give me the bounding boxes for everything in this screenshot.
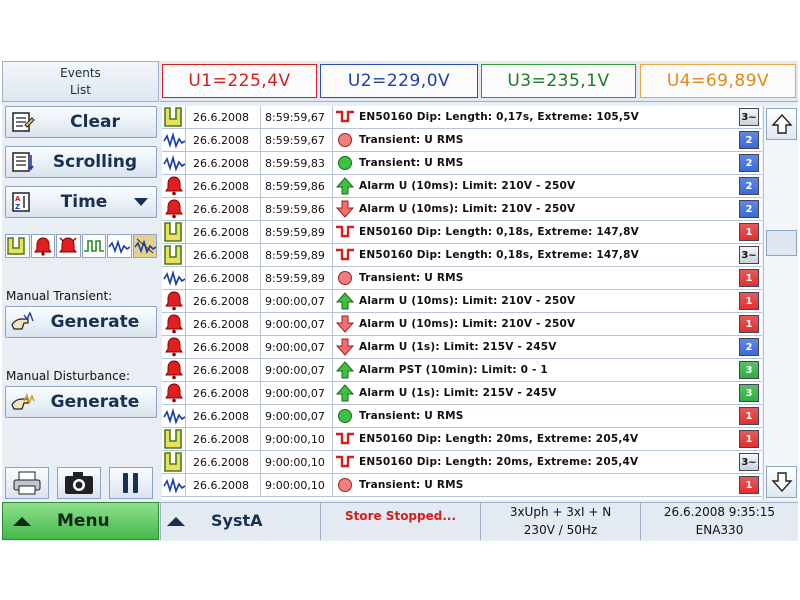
phase-number: 2 bbox=[739, 131, 759, 149]
phase-badge bbox=[736, 313, 762, 335]
transient-filter-icon[interactable] bbox=[107, 234, 132, 258]
voltage-u3: U3=235,1V bbox=[481, 64, 636, 98]
generate-transient-label: Generate bbox=[50, 312, 140, 332]
print-button[interactable] bbox=[5, 467, 49, 499]
generate-disturbance-button[interactable] bbox=[5, 386, 157, 418]
phase-badge bbox=[736, 382, 762, 404]
arrow-down-icon bbox=[333, 198, 357, 220]
dip-event-icon bbox=[162, 106, 186, 128]
event-time: 9:00:00,07 bbox=[261, 290, 333, 312]
event-time: 9:00:00,10 bbox=[261, 428, 333, 450]
menu-label: Menu bbox=[57, 511, 110, 531]
transient-event-icon bbox=[162, 405, 186, 427]
event-time: 8:59:59,86 bbox=[261, 198, 333, 220]
phase-number: 1 bbox=[739, 223, 759, 241]
phase-number: 2 bbox=[739, 338, 759, 356]
hand-generate-icon bbox=[10, 390, 36, 414]
voltage-u1: U1=225,4V bbox=[162, 64, 317, 98]
event-description: Alarm PST (10min): Limit: 0 - 1 bbox=[359, 364, 548, 376]
arrow-down-icon bbox=[771, 471, 793, 493]
table-row[interactable] bbox=[162, 198, 762, 221]
event-date: 26.6.2008 bbox=[186, 405, 261, 427]
phase-badge bbox=[736, 129, 762, 151]
menu-triangle-icon bbox=[13, 517, 31, 526]
table-row[interactable] bbox=[162, 221, 762, 244]
events-title: Events bbox=[60, 66, 101, 80]
event-description: Transient: U RMS bbox=[359, 157, 464, 169]
phase-number: 3~ bbox=[739, 246, 759, 264]
dip-event-icon bbox=[162, 428, 186, 450]
phase-number: 3 bbox=[739, 361, 759, 379]
hand-generate-icon bbox=[10, 310, 36, 334]
event-description: Alarm U (10ms): Limit: 210V - 250V bbox=[359, 203, 576, 215]
event-description: Transient: U RMS bbox=[359, 134, 464, 146]
event-description: EN50160 Dip: Length: 20ms, Extreme: 205,4V bbox=[359, 456, 639, 468]
voltage-dip-icon bbox=[333, 451, 357, 473]
phase-badge bbox=[736, 451, 762, 473]
table-row[interactable] bbox=[162, 428, 762, 451]
event-filter-row bbox=[5, 234, 157, 260]
flicker-filter-icon[interactable] bbox=[5, 234, 30, 258]
table-row[interactable] bbox=[162, 451, 762, 474]
event-description: Alarm U (10ms): Limit: 210V - 250V bbox=[359, 318, 576, 330]
phase-badge bbox=[736, 221, 762, 243]
phase-number: 2 bbox=[739, 154, 759, 172]
clear-button[interactable] bbox=[5, 106, 157, 138]
event-description: EN50160 Dip: Length: 20ms, Extreme: 205,4V bbox=[359, 433, 639, 445]
config-info bbox=[480, 502, 640, 540]
green-dot-icon bbox=[333, 152, 357, 174]
printer-icon bbox=[11, 470, 43, 496]
camera-icon bbox=[63, 470, 95, 496]
event-time: 8:59:59,67 bbox=[261, 129, 333, 151]
red-dot-icon bbox=[333, 267, 357, 289]
system-triangle-icon bbox=[167, 517, 185, 526]
manual-disturbance-label: Manual Disturbance: bbox=[6, 369, 131, 383]
event-date: 26.6.2008 bbox=[186, 290, 261, 312]
event-time: 9:00:00,10 bbox=[261, 451, 333, 473]
alarm-bell-icon bbox=[162, 290, 186, 312]
table-row[interactable] bbox=[162, 359, 762, 382]
table-row[interactable] bbox=[162, 152, 762, 175]
event-time: 9:00:00,10 bbox=[261, 474, 333, 496]
clear-label: Clear bbox=[70, 112, 120, 132]
generate-disturbance-label: Generate bbox=[50, 392, 140, 412]
phase-number: 3~ bbox=[739, 453, 759, 471]
arrow-down-icon bbox=[333, 336, 357, 358]
waveform-filter-icon[interactable] bbox=[82, 234, 107, 258]
phase-badge bbox=[736, 336, 762, 358]
voltage-dip-icon bbox=[333, 244, 357, 266]
event-description: EN50160 Dip: Length: 0,18s, Extreme: 147,8V bbox=[359, 249, 639, 261]
table-row[interactable] bbox=[162, 106, 762, 129]
voltage-dip-icon bbox=[333, 221, 357, 243]
event-date: 26.6.2008 bbox=[186, 129, 261, 151]
menu-button[interactable] bbox=[2, 502, 159, 540]
phase-number: 3 bbox=[739, 384, 759, 402]
event-description: Transient: U RMS bbox=[359, 272, 464, 284]
phase-number: 2 bbox=[739, 200, 759, 218]
dip-event-icon bbox=[162, 221, 186, 243]
transient-event-icon bbox=[162, 267, 186, 289]
event-date: 26.6.2008 bbox=[186, 382, 261, 404]
green-dot-icon bbox=[333, 405, 357, 427]
phase-badge bbox=[736, 267, 762, 289]
voltage-u2: U2=229,0V bbox=[320, 64, 478, 98]
table-row[interactable] bbox=[162, 129, 762, 152]
table-row[interactable] bbox=[162, 267, 762, 290]
scroll-thumb[interactable] bbox=[766, 230, 797, 256]
scroll-down-button[interactable] bbox=[766, 466, 797, 498]
event-time: 8:59:59,89 bbox=[261, 267, 333, 289]
red-dot-icon bbox=[333, 129, 357, 151]
phase-badge bbox=[736, 428, 762, 450]
dip-event-icon bbox=[162, 244, 186, 266]
events-scrollbar[interactable] bbox=[763, 106, 798, 500]
alarm-bell-icon bbox=[162, 198, 186, 220]
event-date: 26.6.2008 bbox=[186, 336, 261, 358]
phase-badge bbox=[736, 106, 762, 128]
table-row[interactable] bbox=[162, 382, 762, 405]
event-date: 26.6.2008 bbox=[186, 428, 261, 450]
phase-badge bbox=[736, 359, 762, 381]
event-date: 26.6.2008 bbox=[186, 313, 261, 335]
phase-number: 2 bbox=[739, 177, 759, 195]
config-line2: 230V / 50Hz bbox=[523, 523, 598, 537]
datetime: 26.6.2008 9:35:15 bbox=[663, 505, 776, 519]
datetime-device bbox=[640, 502, 798, 540]
event-description: Alarm U (1s): Limit: 215V - 245V bbox=[359, 341, 557, 353]
left-panel bbox=[2, 103, 159, 500]
event-date: 26.6.2008 bbox=[186, 359, 261, 381]
table-row[interactable] bbox=[162, 474, 762, 497]
pause-button[interactable] bbox=[109, 467, 153, 499]
event-date: 26.6.2008 bbox=[186, 152, 261, 174]
sort-az-icon bbox=[10, 190, 36, 214]
event-time: 9:00:00,07 bbox=[261, 359, 333, 381]
events-list-title bbox=[2, 61, 159, 102]
event-description: Transient: U RMS bbox=[359, 410, 464, 422]
event-date: 26.6.2008 bbox=[186, 244, 261, 266]
alarm-filter-icon[interactable] bbox=[56, 234, 81, 258]
alarm-bell-icon bbox=[162, 313, 186, 335]
phase-badge bbox=[736, 244, 762, 266]
config-line1: 3xUph + 3xI + N bbox=[509, 505, 612, 519]
event-description: Alarm U (1s): Limit: 215V - 245V bbox=[359, 387, 557, 399]
scrolling-label: Scrolling bbox=[52, 152, 138, 172]
events-subtitle: List bbox=[70, 83, 91, 97]
event-date: 26.6.2008 bbox=[186, 198, 261, 220]
event-date: 26.6.2008 bbox=[186, 175, 261, 197]
voltage-u4: U4=69,89V bbox=[640, 64, 796, 98]
scrolling-button[interactable] bbox=[5, 146, 157, 178]
table-row[interactable] bbox=[162, 405, 762, 428]
event-date: 26.6.2008 bbox=[186, 474, 261, 496]
red-dot-icon bbox=[333, 474, 357, 496]
table-row[interactable] bbox=[162, 336, 762, 359]
event-date: 26.6.2008 bbox=[186, 267, 261, 289]
arrow-down-icon bbox=[333, 313, 357, 335]
time-sort-dropdown[interactable] bbox=[5, 186, 157, 218]
event-time: 8:59:59,86 bbox=[261, 175, 333, 197]
event-time: 9:00:00,07 bbox=[261, 313, 333, 335]
event-description: Transient: U RMS bbox=[359, 479, 464, 491]
screenshot-button[interactable] bbox=[57, 467, 101, 499]
table-row[interactable] bbox=[162, 290, 762, 313]
phase-number: 1 bbox=[739, 476, 759, 494]
scroll-icon bbox=[10, 150, 36, 174]
store-status bbox=[320, 502, 480, 540]
store-status-text: Store Stopped... bbox=[344, 509, 457, 523]
phase-number: 1 bbox=[739, 407, 759, 425]
phase-number: 1 bbox=[739, 315, 759, 333]
event-time: 8:59:59,89 bbox=[261, 244, 333, 266]
arrow-up-icon bbox=[771, 113, 793, 135]
system-selector[interactable] bbox=[160, 502, 320, 540]
eraser-icon bbox=[10, 110, 36, 134]
event-date: 26.6.2008 bbox=[186, 106, 261, 128]
event-time: 8:59:59,67 bbox=[261, 106, 333, 128]
arrow-up-icon bbox=[333, 382, 357, 404]
event-time: 9:00:00,07 bbox=[261, 382, 333, 404]
disturbance-filter-icon[interactable] bbox=[133, 234, 158, 258]
phase-badge bbox=[736, 290, 762, 312]
phase-badge bbox=[736, 405, 762, 427]
transient-event-icon bbox=[162, 152, 186, 174]
alarm-bell-icon bbox=[162, 336, 186, 358]
phase-number: 1 bbox=[739, 292, 759, 310]
event-time: 8:59:59,89 bbox=[261, 221, 333, 243]
event-description: Alarm U (10ms): Limit: 210V - 250V bbox=[359, 180, 576, 192]
generate-transient-button[interactable] bbox=[5, 306, 157, 338]
table-row[interactable] bbox=[162, 313, 762, 336]
phase-badge bbox=[736, 152, 762, 174]
event-time: 9:00:00,07 bbox=[261, 336, 333, 358]
device-name: ENA330 bbox=[695, 523, 744, 537]
phase-badge bbox=[736, 474, 762, 496]
arrow-up-icon bbox=[333, 359, 357, 381]
phase-number: 3~ bbox=[739, 108, 759, 126]
event-description: Alarm U (10ms): Limit: 210V - 250V bbox=[359, 295, 576, 307]
events-table[interactable] bbox=[162, 106, 762, 500]
arrow-up-icon bbox=[333, 175, 357, 197]
voltage-dip-icon bbox=[333, 106, 357, 128]
phase-number: 1 bbox=[739, 430, 759, 448]
chevron-down-icon bbox=[134, 198, 148, 206]
svg-text:Z: Z bbox=[15, 203, 21, 211]
event-date: 26.6.2008 bbox=[186, 451, 261, 473]
phase-badge bbox=[736, 198, 762, 220]
event-description: EN50160 Dip: Length: 0,17s, Extreme: 105,5V bbox=[359, 111, 639, 123]
table-row[interactable] bbox=[162, 175, 762, 198]
alarm-bell-icon bbox=[162, 382, 186, 404]
manual-transient-label: Manual Transient: bbox=[6, 289, 113, 303]
arrow-up-icon bbox=[333, 290, 357, 312]
table-row[interactable] bbox=[162, 244, 762, 267]
transient-event-icon bbox=[162, 129, 186, 151]
scroll-up-button[interactable] bbox=[766, 108, 797, 140]
pause-icon bbox=[117, 470, 145, 496]
system-label: SystA bbox=[211, 511, 263, 530]
phase-number: 1 bbox=[739, 269, 759, 287]
transient-event-icon bbox=[162, 474, 186, 496]
event-date: 26.6.2008 bbox=[186, 221, 261, 243]
bell-filter-icon[interactable] bbox=[31, 234, 56, 258]
alarm-bell-icon bbox=[162, 175, 186, 197]
alarm-bell-icon bbox=[162, 359, 186, 381]
svg-text:A: A bbox=[15, 195, 21, 203]
event-time: 9:00:00,07 bbox=[261, 405, 333, 427]
phase-badge bbox=[736, 175, 762, 197]
event-time: 8:59:59,83 bbox=[261, 152, 333, 174]
event-description: EN50160 Dip: Length: 0,18s, Extreme: 147,8V bbox=[359, 226, 639, 238]
voltage-dip-icon bbox=[333, 428, 357, 450]
dip-event-icon bbox=[162, 451, 186, 473]
time-label: Time bbox=[60, 192, 108, 212]
